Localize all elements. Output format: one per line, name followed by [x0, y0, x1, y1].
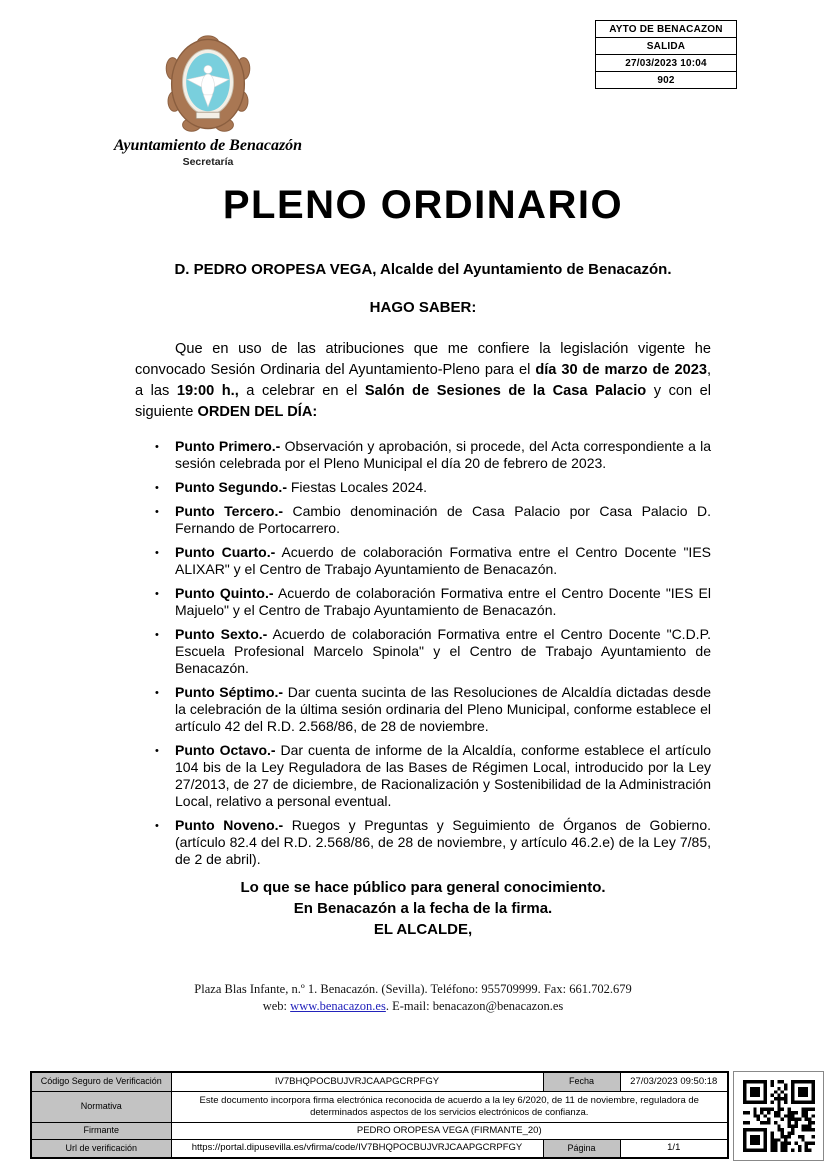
mayor-line: D. PEDRO OROPESA VEGA, Alcalde del Ayuntamiento de Benacazón. — [174, 261, 672, 278]
csv-value: IV7BHQPOCBUJVRJCAAPGCRPFGY — [171, 1072, 543, 1091]
firmante-label: Firmante — [31, 1122, 171, 1139]
closing-line-1: Lo que se hace público para general conocimiento. — [240, 878, 606, 896]
bullet-icon: • — [155, 587, 159, 600]
bullet-icon: • — [155, 505, 159, 518]
agenda-item-2 — [135, 479, 711, 496]
agenda-item-text: Acuerdo de colaboración Formativa entre el Centro Docente "IES El Majuelo" y el Centro de Trabajo Ayuntamiento de Benacazón. — [175, 584, 711, 618]
closing-block — [135, 877, 711, 940]
website-link[interactable]: www.benacazon.es — [290, 999, 386, 1013]
agenda-item-5 — [135, 585, 711, 619]
bullet-icon: • — [155, 546, 159, 559]
footer-contact — [0, 981, 826, 1015]
agenda-item-6 — [135, 626, 711, 677]
page-title: PLENO ORDINARIO — [222, 183, 624, 227]
agenda-item-text: Ruegos y Preguntas y Seguimiento de Órganos de Gobierno. (artículo 82.4 del R.D. 2.568/86, de 28 de noviembre, y artículo 46.2.e) de la Ley 7/85, de 2 de abril). — [175, 816, 711, 867]
pagina-value: 1/1 — [620, 1139, 728, 1158]
stamp-number: 902 — [596, 71, 736, 88]
agenda-item-text: Acuerdo de colaboración Formativa entre el Centro Docente "IES ALIXAR" y el Centro de Trabajo Ayuntamiento de Benacazón. — [175, 543, 711, 577]
bullet-icon: • — [155, 686, 159, 699]
stamp-entity: AYTO DE BENACAZON — [609, 23, 723, 35]
agenda-item-text: Cambio denominación de Casa Palacio por Casa Palacio D. Fernando de Portocarrero. — [175, 502, 711, 536]
hago-saber-heading: HAGO SABER: — [369, 299, 477, 316]
town-crest-logo — [162, 34, 254, 134]
intro-text: , a las — [135, 362, 711, 399]
stamp-datetime: 27/03/2023 10:04 — [596, 54, 736, 71]
fecha-label: Fecha — [543, 1072, 620, 1091]
agenda-item-text: Dar cuenta de informe de la Alcaldía, conforme establece el artículo 104 bis de la Ley Reguladora de las Bases de Régimen Local, introducido por la Ley 27/2013, de 27 de diciembre, de Racionalización y Sostenibilidad de la Administración Local, relativo a personal eventual. — [175, 741, 712, 809]
document-body — [135, 183, 711, 940]
pagina-label: Página — [543, 1139, 620, 1158]
url-label: Url de verificación — [31, 1139, 171, 1158]
intro-paragraph — [135, 339, 711, 423]
contact-web-line — [0, 998, 826, 1015]
bullet-icon: • — [155, 628, 159, 641]
bullet-icon: • — [155, 481, 159, 494]
agenda-item-1 — [135, 438, 711, 472]
intro-text: Que en uso de las atribuciones que me confiere la legislación vigente he convocado Sesión Ordinaria del Ayuntamiento-Pleno para el — [135, 341, 711, 378]
session-date: día 30 de marzo de 2023 — [535, 362, 707, 378]
agenda-item-label: Punto Noveno.- — [175, 816, 284, 833]
agenda-list — [135, 438, 711, 868]
normativa-value: Este documento incorpora firma electrónica reconocida de acuerdo a la ley 6/2020, de 11 de noviembre, reguladora de determinados aspectos de los servicios electrónicos de confianza. — [171, 1091, 728, 1122]
dept-name: Secretaría — [182, 156, 234, 168]
agenda-item-9 — [135, 817, 711, 868]
municipal-brand — [103, 34, 313, 168]
agenda-item-label: Punto Quinto.- — [175, 584, 274, 601]
normativa-label: Normativa — [31, 1091, 171, 1122]
session-time: 19:00 h., — [176, 383, 239, 399]
web-prefix: web: — [262, 999, 291, 1013]
bullet-icon: • — [155, 744, 159, 757]
contact-address-line: Plaza Blas Infante, n.º 1. Benacazón. (Sevilla). Teléfono: 955709999. Fax: 661.702.679 — [194, 982, 632, 996]
agenda-item-label: Punto Octavo.- — [175, 741, 276, 758]
intro-text: a celebrar en el — [238, 383, 365, 399]
stamp-type: SALIDA — [596, 37, 736, 54]
csv-label: Código Seguro de Verificación — [31, 1072, 171, 1091]
agenda-item-text: Fiestas Locales 2024. — [286, 478, 428, 495]
agenda-item-label: Punto Sexto.- — [175, 625, 268, 642]
session-place: Salón de Sesiones de la Casa Palacio — [364, 383, 647, 399]
agenda-item-7 — [135, 684, 711, 735]
registry-exit-stamp — [595, 20, 737, 89]
firmante-value: PEDRO OROPESA VEGA (FIRMANTE_20) — [171, 1122, 728, 1139]
org-name: Ayuntamiento de Benacazón — [113, 137, 303, 154]
agenda-item-text: Observación y aprobación, si procede, del Acta correspondiente a la sesión celebrada por el Pleno Municipal el día 20 de febrero de 2023. — [175, 437, 711, 471]
agenda-item-4 — [135, 544, 711, 578]
fecha-value: 27/03/2023 09:50:18 — [620, 1072, 728, 1091]
closing-line-3: EL ALCALDE, — [373, 920, 473, 938]
agenda-item-8 — [135, 742, 711, 810]
web-suffix: . E-mail: benacazon@benacazon.es — [385, 999, 564, 1013]
closing-line-2: En Benacazón a la fecha de la firma. — [293, 899, 553, 917]
bullet-icon: • — [155, 440, 159, 453]
agenda-item-label: Punto Tercero.- — [175, 502, 284, 519]
qr-code — [733, 1071, 824, 1161]
orden-del-dia-label: ORDEN DEL DÍA: — [197, 404, 318, 420]
agenda-item-label: Punto Séptimo.- — [175, 683, 284, 700]
bullet-icon: • — [155, 819, 159, 832]
agenda-item-label: Punto Cuarto.- — [175, 543, 276, 560]
agenda-item-label: Punto Primero.- — [175, 437, 281, 454]
intro-text: y con el siguiente — [135, 383, 711, 420]
url-value: https://portal.dipusevilla.es/vfirma/code/IV7BHQPOCBUJVRJCAAPGCRPFGY — [171, 1139, 543, 1158]
agenda-item-text: Acuerdo de colaboración Formativa entre el Centro Docente "C.D.P. Escuela Profesional Marcelo Spinola" y el Centro de Trabajo Ayuntamiento de Benacazón. — [175, 625, 711, 676]
agenda-item-3 — [135, 503, 711, 537]
agenda-item-label: Punto Segundo.- — [175, 478, 287, 495]
agenda-item-text: Dar cuenta sucinta de las Resoluciones de Alcaldía dictadas desde la celebración de la última sesión ordinaria del Pleno Municipal, conforme establece el artículo 42 del R.D. 2.568/86, de 28 de noviembre. — [175, 683, 711, 734]
verification-table — [30, 1071, 729, 1159]
